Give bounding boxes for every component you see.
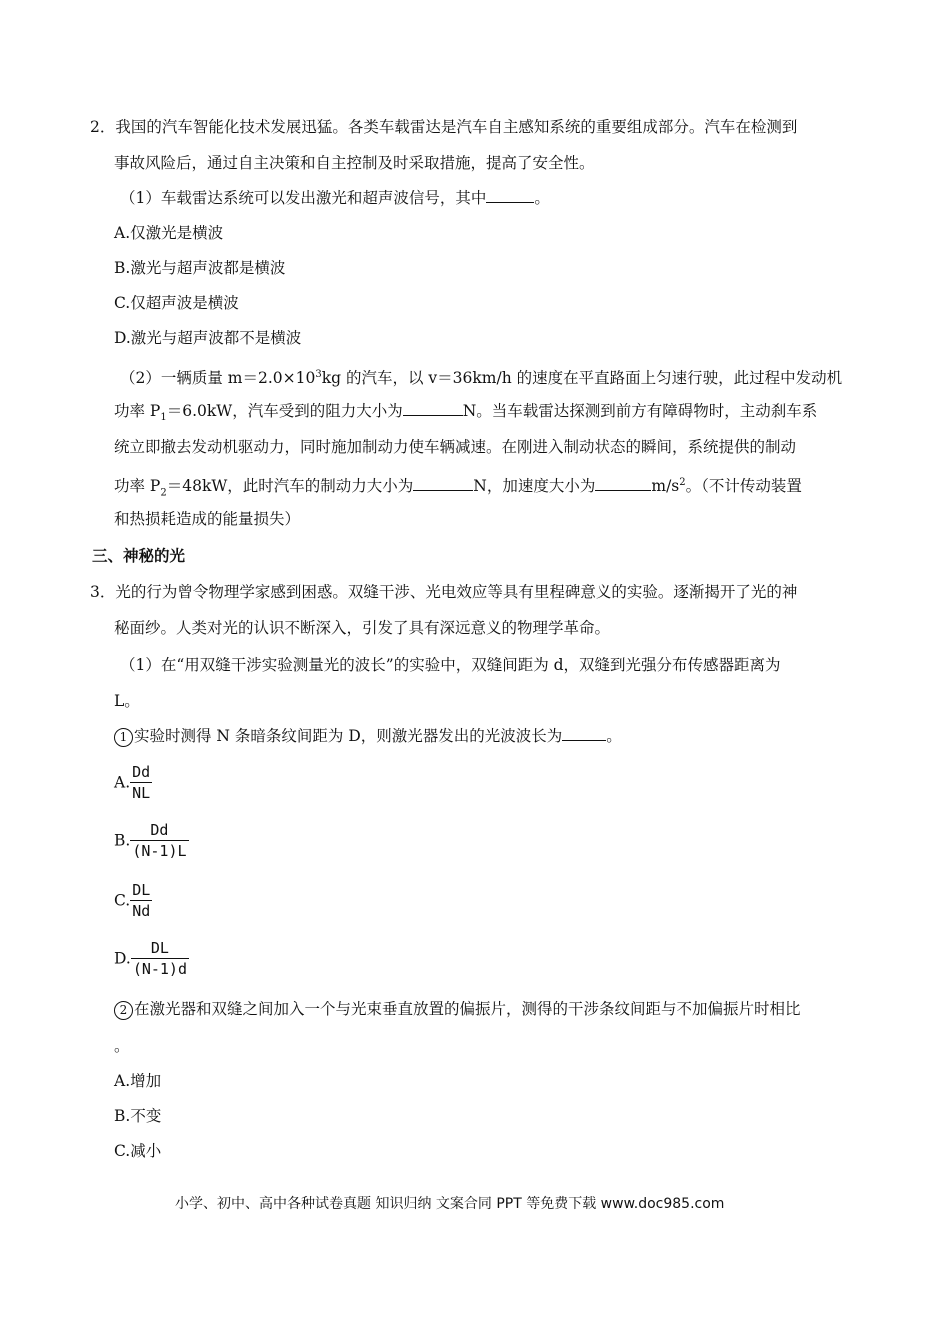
q3-sub2-text: 在激光器和双缝之间加入一个与光束垂直放置的偏振片，测得的干涉条纹间距与不加偏振片时相比 [134,1000,801,1018]
q2-part2-text: m/s [651,477,680,496]
fraction [130,880,152,921]
q3-option-b [114,820,189,861]
q3-stem-line2: 秘面纱。人类对光的认识不断深入，引发了具有深远意义的物理学革命。 [114,619,611,637]
q2-part2-text: N，加速度大小为 [473,477,596,496]
exponent: 2 [679,477,686,488]
q2-stem-line2: 事故风险后，通过自主决策和自主控制及时采取措施，提高了安全性。 [114,154,595,172]
q3-sub1-end: 。 [606,727,622,745]
q2-option-d: D.激光与超声波都不是横波 [114,329,302,347]
q2-stem-line1: 2．我国的汽车智能化技术发展迅猛。各类车载雷达是汽车自主感知系统的重要组成部分。汽车在检测到 [90,118,798,136]
fraction [131,938,189,979]
page-footer: 小学、初中、高中各种试卷真题 知识归纳 文案合同 PPT 等免费下载 www.doc985.com [175,1196,725,1212]
option-label: D. [114,949,131,968]
circled-number: 2 [114,1001,133,1020]
q3-sub1 [114,726,622,747]
subscript: 1 [160,412,167,424]
fraction [130,820,188,861]
denominator: (N-1)L [132,842,187,860]
denominator: (N-1)d [132,960,187,978]
q2-part2-text: （2）一辆质量 m＝2.0×10 [120,369,316,388]
q2-option-b: B.激光与超声波都是横波 [114,259,286,277]
q3-option-c [114,880,152,921]
q2-part1-end: 。 [534,189,550,207]
numerator: Dd [132,763,151,781]
q3-sub1-text: 实验时测得 N 条暗条纹间距为 D，则激光器发出的光波波长为 [134,727,563,745]
q2-part1-text: （1）车载雷达系统可以发出激光和超声波信号，其中 [120,189,487,207]
answer-blank [486,188,534,203]
option-label: A. [114,773,131,792]
fraction [130,762,152,803]
option-label: B. [114,831,131,850]
section-heading: 三、神秘的光 [92,546,186,565]
q2-part2-text: 功率 P [114,477,161,496]
q2-part2-text: kg 的汽车，以 v＝36km/h 的速度在平直路面上匀速行驶，此过程中发动机 [321,369,843,388]
q2-part2-line4 [114,473,802,503]
subscript: 2 [160,487,167,499]
numerator: DL [131,938,189,959]
numerator: Dd [130,820,188,841]
q3-option2-b: B.不变 [114,1107,162,1125]
q2-part2-line5: 和热损耗造成的能量损失） [114,510,301,528]
q2-part2-line2 [114,401,817,428]
exponent: 3 [315,369,322,380]
q2-option-c: C.仅超声波是横波 [114,294,239,312]
denominator: NL [132,784,151,802]
denominator: Nd [132,902,151,920]
option-label: C. [114,891,131,910]
numerator: DL [132,881,151,899]
q3-sub2-line2: 。 [114,1037,130,1055]
circled-number: 1 [114,728,133,747]
q2-part2-line3: 统立即撤去发动机驱动力，同时施加制动力使车辆减速。在刚进入制动状态的瞬间，系统提供的制动 [114,438,797,456]
q3-part1-line1: （1）在“用双缝干涉实验测量光的波长”的实验中，双缝间距为 d，双缝到光强分布传感器距离为 [120,656,781,674]
q2-part2-text: 功率 P [114,402,161,420]
q2-part2-text: 。（不计传动装置 [685,477,802,496]
q3-option2-a: A.增加 [114,1072,162,1090]
q3-sub2-line1 [114,999,801,1020]
answer-blank [562,726,606,741]
q2-part2-text: ＝48kW，此时汽车的制动力大小为 [166,477,414,496]
q3-option-d [114,938,189,979]
answer-blank [595,476,651,491]
answer-blank [403,401,463,416]
q3-option2-c: C.减小 [114,1142,162,1160]
answer-blank [413,476,473,491]
q2-option-a: A.仅激光是横波 [114,224,224,242]
q3-part1-line2: L。 [114,692,140,710]
q2-part2-text: ＝6.0kW，汽车受到的阻力大小为 [166,402,403,420]
q3-stem-line1: 3．光的行为曾令物理学家感到困惑。双缝干涉、光电效应等具有里程碑意义的实验。逐渐揭开了光的神 [90,583,798,601]
q2-part1 [120,188,550,208]
q2-part2-line1 [120,365,842,388]
q2-part2-text: N。当车载雷达探测到前方有障碍物时，主动刹车系 [462,402,818,420]
q3-option-a [114,762,152,803]
